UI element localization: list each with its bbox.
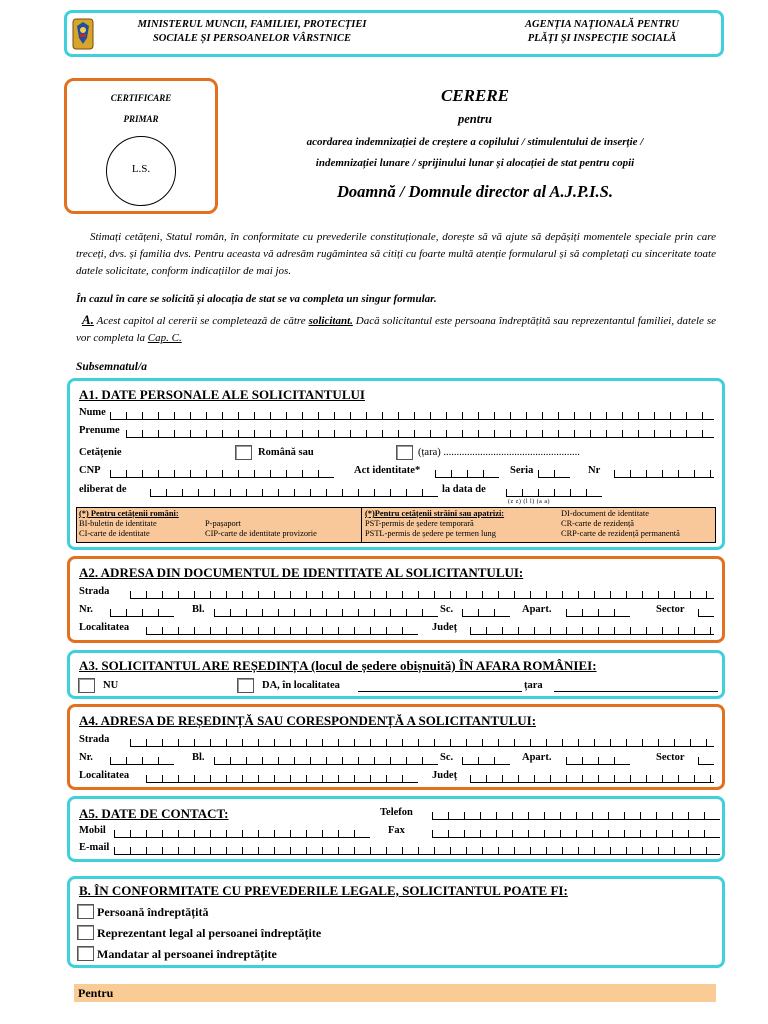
reprezentant-legal-checkbox[interactable] (77, 925, 94, 940)
chapter-a-instructions: A. Acest capitol al cererii se completează de către solicitant. Dacă solicitantul este persoana îndreptățită sau reprezentantul familiei, datele se vor completa la Cap. C. (76, 312, 716, 344)
single-form-note: În cazul în care se solicită și alocația de stat se va completa un singur formular. (76, 293, 437, 305)
issue-date-field[interactable] (506, 489, 602, 497)
coat-of-arms-icon (72, 18, 94, 50)
a2-strada-label: Strada (79, 586, 110, 597)
a4-sc-field[interactable] (462, 757, 510, 765)
a4-judet-label: Județ (432, 770, 458, 781)
telefon-label: Telefon (380, 807, 413, 818)
mandatar-checkbox[interactable] (77, 946, 94, 961)
a2-localitatea-field[interactable] (146, 627, 418, 635)
nr-field[interactable] (614, 470, 714, 478)
section-a5 (67, 796, 725, 862)
telefon-field[interactable] (432, 812, 720, 820)
nume-field[interactable] (110, 412, 714, 420)
document-subtitle: pentru (457, 112, 493, 126)
a3-localitate-field[interactable] (358, 691, 522, 692)
document-purpose-line1: acordarea indemnizației de creștere a copilului / stimulentului de inserție / (306, 136, 644, 148)
section-a5-title: A5. DATE DE CONTACT: (79, 806, 229, 821)
section-a3 (67, 650, 725, 699)
eliberat-field[interactable] (150, 489, 438, 497)
notes-ci: CI-carte de identitate (79, 529, 150, 538)
nume-label: Nume (79, 407, 106, 418)
section-a2 (67, 556, 725, 643)
section-a1 (67, 378, 725, 550)
addressee: Doamnă / Domnule director al A.J.P.I.S. (337, 182, 613, 201)
seal-circle (106, 136, 176, 206)
act-identitate-field[interactable] (435, 470, 499, 478)
a2-apart-label: Apart. (522, 604, 552, 615)
notes-romanian-head: (*) Pentru cetățenii români: (79, 509, 179, 518)
mobil-label: Mobil (79, 825, 106, 836)
reprezentant-legal-label: Reprezentant legal al persoanei îndreptățite (97, 926, 322, 940)
cnp-label: CNP (79, 465, 101, 476)
section-a4 (67, 704, 725, 790)
a4-sc-label: Sc. (440, 752, 454, 763)
a3-da-label: DA, în localitatea (262, 680, 340, 691)
a2-judet-field[interactable] (470, 627, 714, 635)
a3-tara-field[interactable] (554, 691, 718, 692)
a2-apart-field[interactable] (566, 609, 630, 617)
other-country-label[interactable]: (țara) .................................................... (418, 447, 580, 458)
stamp-label-1: CERTIFICARE (110, 93, 172, 103)
a4-bl-field[interactable] (214, 757, 438, 765)
document-purpose-line2: indemnizației lunare / sprijinului lunar și alocației de stat pentru copii (315, 157, 635, 169)
a2-localitatea-label: Localitatea (79, 622, 130, 633)
a4-bl-label: Bl. (192, 752, 205, 763)
solicitant-keyword: solicitant. (308, 315, 353, 327)
a2-nr-label: Nr. (79, 604, 93, 615)
a4-strada-label: Strada (79, 734, 110, 745)
notes-cip: CIP-carte de identitate provizorie (205, 529, 317, 538)
act-identitate-label: Act identitate* (354, 465, 421, 476)
a4-sector-field[interactable] (698, 757, 714, 765)
a4-nr-label: Nr. (79, 752, 93, 763)
header-box (64, 10, 724, 57)
subsemnatul-label: Subsemnatul/a (76, 361, 147, 373)
a2-sector-field[interactable] (698, 609, 714, 617)
romana-checkbox[interactable] (235, 445, 252, 460)
fax-label: Fax (388, 825, 405, 836)
ministry-name: MINISTERUL MUNCII, FAMILIEI, PROTECȚIEI SOCIALE ȘI PERSOANELOR VÂRSTNICE (137, 19, 367, 44)
a2-strada-field[interactable] (130, 591, 714, 599)
a2-judet-label: Județ (432, 622, 458, 633)
cnp-field[interactable] (110, 470, 334, 478)
email-field[interactable] (114, 847, 720, 855)
section-a1-title: A1. DATE PERSONALE ALE SOLICITANTULUI (79, 387, 365, 402)
intro-paragraph: Stimați cetățeni, Statul român, în conformitate cu prevederile constituționale, dorește să vă ajute să depășiți momentele speciale prin care treceți, dvs. și familia dvs. Pentru aceasta vă adresăm rugămintea să citiți cu foarte multă atenție formularul și să completați cu sinceritate toate datele solicitate, conform indicațiilor de mai jos. (76, 231, 716, 277)
stamp-label-2: PRIMAR (123, 114, 159, 124)
a4-localitatea-field[interactable] (146, 775, 418, 783)
pentru-bar (74, 984, 716, 1002)
a4-localitatea-label: Localitatea (79, 770, 130, 781)
section-b (67, 876, 725, 968)
notes-p: P-pașaport (205, 519, 241, 528)
email-label: E-mail (79, 842, 110, 853)
identity-doc-notes (76, 507, 716, 543)
a3-nu-checkbox[interactable] (78, 678, 95, 693)
a4-nr-field[interactable] (110, 757, 174, 765)
notes-bi: BI-buletin de identitate (79, 519, 157, 528)
chapter-a-marker: A. (82, 312, 94, 327)
eliberat-label: eliberat de (79, 484, 127, 495)
a3-nu-label: NU (103, 680, 119, 691)
seria-field[interactable] (538, 470, 570, 478)
a2-bl-field[interactable] (214, 609, 438, 617)
mobil-field[interactable] (114, 830, 370, 838)
date-format-marks: (z z) (l l) (a a) (508, 499, 550, 505)
seal-label: L.S. (131, 163, 151, 175)
seria-label: Seria (510, 465, 534, 476)
a2-sc-label: Sc. (440, 604, 454, 615)
a4-judet-field[interactable] (470, 775, 714, 783)
persoana-indreptatita-checkbox[interactable] (77, 904, 94, 919)
a4-sector-label: Sector (656, 752, 685, 763)
notes-foreign-head: (*)Pentru cetățenii străini sau apatrizi: (365, 509, 505, 518)
section-a3-title: A3. SOLICITANTUL ARE REȘEDINȚA (locul de ședere obișnuită) ÎN AFARA ROMÂNIEI: (79, 658, 597, 673)
other-country-checkbox[interactable] (396, 445, 413, 460)
cap-c-reference: Cap. C. (147, 332, 182, 344)
pentru-label: Pentru (78, 986, 114, 1000)
prenume-label: Prenume (79, 425, 120, 436)
a3-tara-label: țara (524, 680, 543, 691)
section-a4-title: A4. ADRESA DE REȘEDINȚĂ SAU CORESPONDENȚĂ A SOLICITANTULUI: (79, 713, 537, 728)
fax-field[interactable] (432, 830, 720, 838)
nr-label: Nr (588, 465, 601, 476)
a4-apart-field[interactable] (566, 757, 630, 765)
prenume-field[interactable] (126, 430, 714, 438)
notes-crp: CRP-carte de rezidență permanentă (561, 529, 680, 538)
a2-sc-field[interactable] (462, 609, 510, 617)
a4-apart-label: Apart. (522, 752, 552, 763)
mayor-certification-box (64, 78, 218, 214)
persoana-indreptatita-label: Persoană îndreptățită (97, 905, 209, 919)
notes-di: DI-document de identitate (561, 509, 649, 518)
a2-sector-label: Sector (656, 604, 685, 615)
agency-name: AGENȚIA NAȚIONALĂ PENTRU PLĂȚI ȘI INSPECȚIE SOCIALĂ (524, 19, 680, 44)
notes-cr: CR-carte de rezidență (561, 519, 635, 528)
a3-da-checkbox[interactable] (237, 678, 254, 693)
notes-pst: PST-permis de ședere temporară (365, 519, 474, 528)
notes-pstl: PSTL-permis de ședere pe termen lung (365, 529, 496, 538)
section-a2-title: A2. ADRESA DIN DOCUMENTUL DE IDENTITATE AL SOLICITANTULUI: (79, 565, 524, 580)
document-title: CERERE (440, 86, 510, 105)
romana-label: Română sau (258, 447, 314, 458)
a4-strada-field[interactable] (130, 739, 714, 747)
a2-nr-field[interactable] (110, 609, 174, 617)
cetatenie-label: Cetățenie (79, 447, 122, 458)
a2-bl-label: Bl. (192, 604, 205, 615)
mandatar-label: Mandatar al persoanei îndreptățite (97, 947, 277, 961)
la-data-label: la data de (442, 484, 486, 495)
section-b-title: B. ÎN CONFORMITATE CU PREVEDERILE LEGALE, SOLICITANTUL POATE FI: (79, 883, 568, 898)
